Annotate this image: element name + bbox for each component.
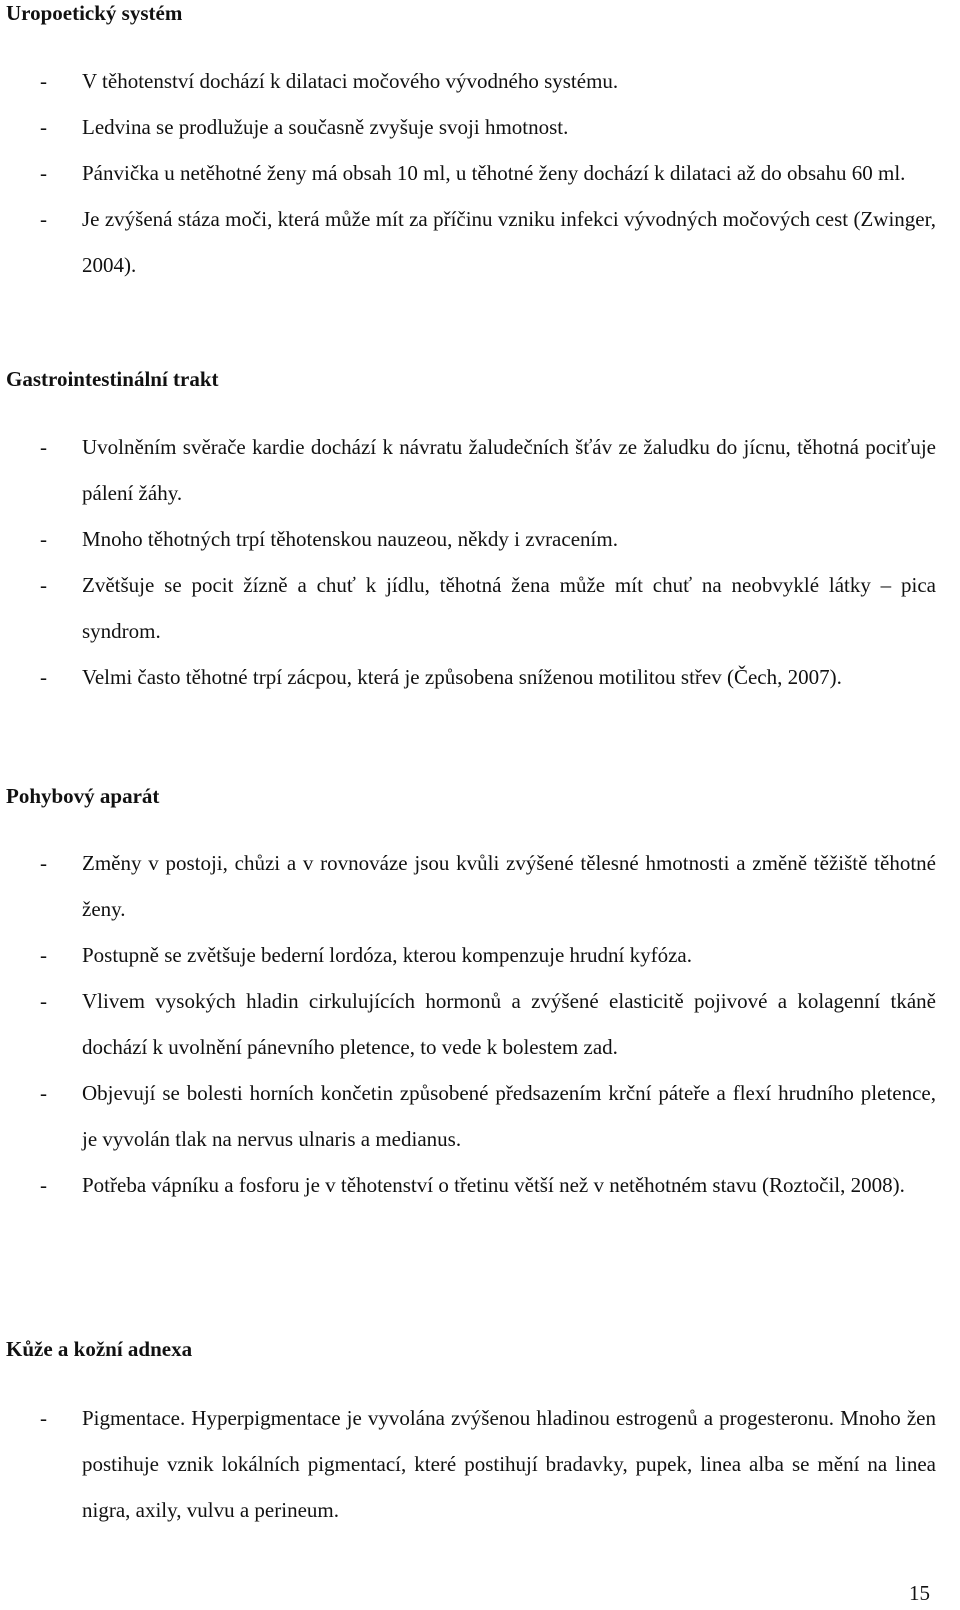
list-item-text: V těhotenství dochází k dilataci močového vývodného systému. [82, 69, 619, 93]
list-item [6, 978, 936, 1070]
list-item [6, 562, 936, 654]
list-item [6, 424, 936, 516]
list-item [6, 516, 936, 562]
bullet-dash: - [40, 527, 47, 551]
list-item-text: Vlivem vysokých hladin cirkulujících hormonů a zvýšené elasticitě pojivové a kolagenní tkáně dochází k uvolnění pánevního pletence, to vede k bolestem zad. [82, 989, 936, 1059]
section-heading-gastrointestinalni: Gastrointestinální trakt [6, 367, 219, 391]
list-item-text: Potřeba vápníku a fosforu je v těhotenství o třetinu větší než v netěhotném stavu (Roztočil, 2008). [82, 1173, 905, 1197]
bullet-dash: - [40, 1406, 47, 1430]
bullet-dash: - [40, 115, 47, 139]
list-item-text: Pánvička u netěhotné ženy má obsah 10 ml, u těhotné ženy dochází k dilataci až do obsahu 60 ml. [82, 161, 906, 185]
list-item-text: Mnoho těhotných trpí těhotenskou nauzeou, někdy i zvracením. [82, 527, 618, 551]
list-gastrointestinalni [6, 424, 936, 700]
list-item [6, 150, 936, 196]
list-item-text: Změny v postoji, chůzi a v rovnováze jsou kvůli zvýšené tělesné hmotnosti a změně těžiště těhotné ženy. [82, 851, 936, 921]
list-item [6, 654, 936, 700]
list-item [6, 1070, 936, 1162]
section-heading-uropoeticky: Uropoetický systém [6, 1, 183, 25]
bullet-dash: - [40, 989, 47, 1013]
list-item [6, 1395, 936, 1533]
bullet-dash: - [40, 207, 47, 231]
list-kuze [6, 1395, 936, 1533]
bullet-dash: - [40, 665, 47, 689]
section-heading-kuze: Kůže a kožní adnexa [6, 1337, 193, 1361]
list-item [6, 840, 936, 932]
bullet-dash: - [40, 69, 47, 93]
page-number: 15 [909, 1581, 930, 1605]
bullet-dash: - [40, 851, 47, 875]
list-item-text: Zvětšuje se pocit žízně a chuť k jídlu, těhotná žena může mít chuť na neobvyklé látky – pica syndrom. [82, 573, 936, 643]
bullet-dash: - [40, 573, 47, 597]
list-item-text: Velmi často těhotné trpí zácpou, která je způsobena sníženou motilitou střev (Čech, 2007). [82, 665, 842, 689]
bullet-dash: - [40, 1173, 47, 1197]
section-heading-pohybovy: Pohybový aparát [6, 784, 160, 808]
list-item [6, 1162, 936, 1208]
list-item-text: Ledvina se prodlužuje a současně zvyšuje svoji hmotnost. [82, 115, 569, 139]
list-item [6, 104, 936, 150]
list-item [6, 196, 936, 288]
list-item-text: Pigmentace. Hyperpigmentace je vyvolána zvýšenou hladinou estrogenů a progesteronu. Mnoho žen postihuje vznik lokálních pigmentací, které postihují bradavky, pupek, linea alba se mění na linea nigra, axily, vulvu a perineum. [82, 1406, 936, 1522]
list-item-text: Je zvýšená stáza moči, která může mít za příčinu vzniku infekci vývodných močových cest (Zwinger, 2004). [82, 207, 936, 277]
list-item [6, 932, 936, 978]
bullet-dash: - [40, 435, 47, 459]
list-item [6, 58, 936, 104]
list-item-text: Postupně se zvětšuje bederní lordóza, kterou kompenzuje hrudní kyfóza. [82, 943, 692, 967]
list-item-text: Uvolněním svěrače kardie dochází k návratu žaludečních šťáv ze žaludku do jícnu, těhotná pociťuje pálení žáhy. [82, 435, 936, 505]
list-uropoeticky [6, 58, 936, 288]
bullet-dash: - [40, 1081, 47, 1105]
list-pohybovy [6, 840, 936, 1208]
bullet-dash: - [40, 161, 47, 185]
list-item-text: Objevují se bolesti horních končetin způsobené předsazením krční páteře a flexí hrudního pletence, je vyvolán tlak na nervus ulnaris a medianus. [82, 1081, 936, 1151]
bullet-dash: - [40, 943, 47, 967]
